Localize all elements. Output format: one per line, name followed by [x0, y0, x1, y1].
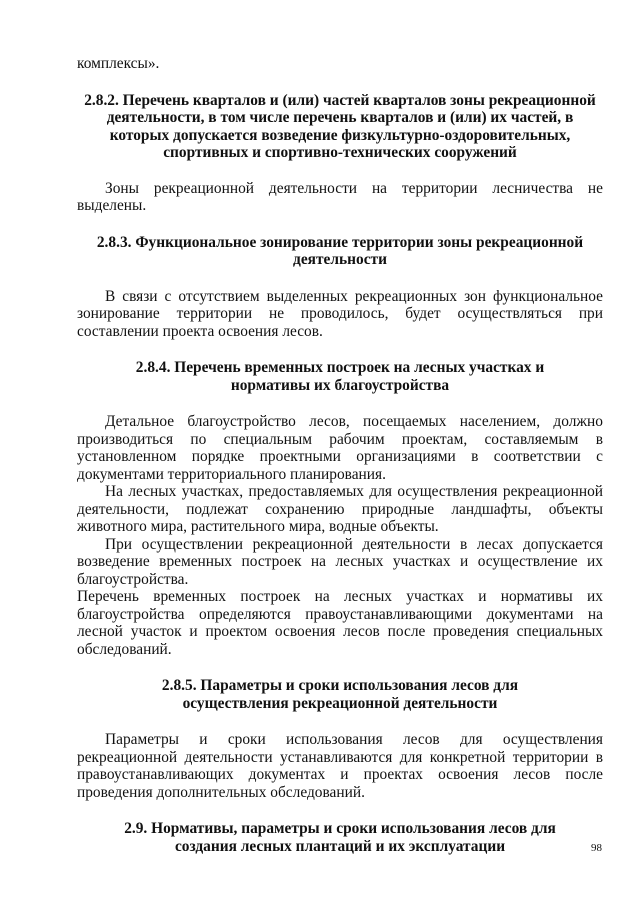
heading-2-8-2: 2.8.2. Перечень кварталов и (или) частей кварталов зоны рекреационной деятельности, в том числе перечень кварталов и (или) их частей, в которых допускается возведение физкультурно-оздоровительных, спортивных и спортивно-технических сооружений	[84, 91, 596, 161]
paragraph-2-8-4-1: Детальное благоустройство лесов, посещаемых населением, должно производиться по специальным рабочим проектам, составляемым в установленном порядке проектными организациями в соответствии с документами территориального планирования.	[77, 413, 603, 483]
document-page	[77, 55, 603, 855]
heading-2-8-4: 2.8.4. Перечень временных построек на лесных участках и нормативы их благоустройства	[135, 359, 545, 394]
paragraph-2-8-4-2: На лесных участках, предоставляемых для осуществления рекреационной деятельности, подлежат сохранению природные ландшафты, объекты животного мира, растительного мира, водные объекты.	[77, 483, 603, 535]
lead-text: комплексы».	[77, 55, 160, 72]
paragraph-2-8-5-1: Параметры и сроки использования лесов для осуществления рекреационной деятельности устанавливаются для конкретной территории в правоустанавливающих документах и проектах освоения лесов после проведения дополнительных обследований.	[77, 731, 603, 801]
heading-2-9: 2.9. Нормативы, параметры и сроки использования лесов для создания лесных плантаций и их эксплуатации	[124, 820, 556, 855]
paragraph-2-8-4-3: При осуществлении рекреационной деятельности в лесах допускается возведение временных построек на лесных участках и осуществление их благоустройства.	[77, 535, 603, 588]
paragraph-2-8-3-1: В связи с отсутствием выделенных рекреационных зон функциональное зонирование территории не проводилось, будет осуществляться при составлении проекта освоения лесов.	[77, 287, 603, 340]
paragraph-2-8-4-4: Перечень временных построек на лесных участках и нормативы их благоустройства определяются правоустанавливающими документами на лесной участок и проектом освоения лесов после проведения специальных обследований.	[77, 588, 603, 658]
paragraph-2-8-2-1: Зоны рекреационной деятельности на территории лесничества не выделены.	[77, 179, 603, 214]
page-number: 98	[591, 842, 602, 854]
heading-2-8-3: 2.8.3. Функциональное зонирование территории зоны рекреационной деятельности	[96, 233, 584, 268]
heading-2-8-5: 2.8.5. Параметры и сроки использования лесов для осуществления рекреационной деятельности	[161, 677, 519, 712]
